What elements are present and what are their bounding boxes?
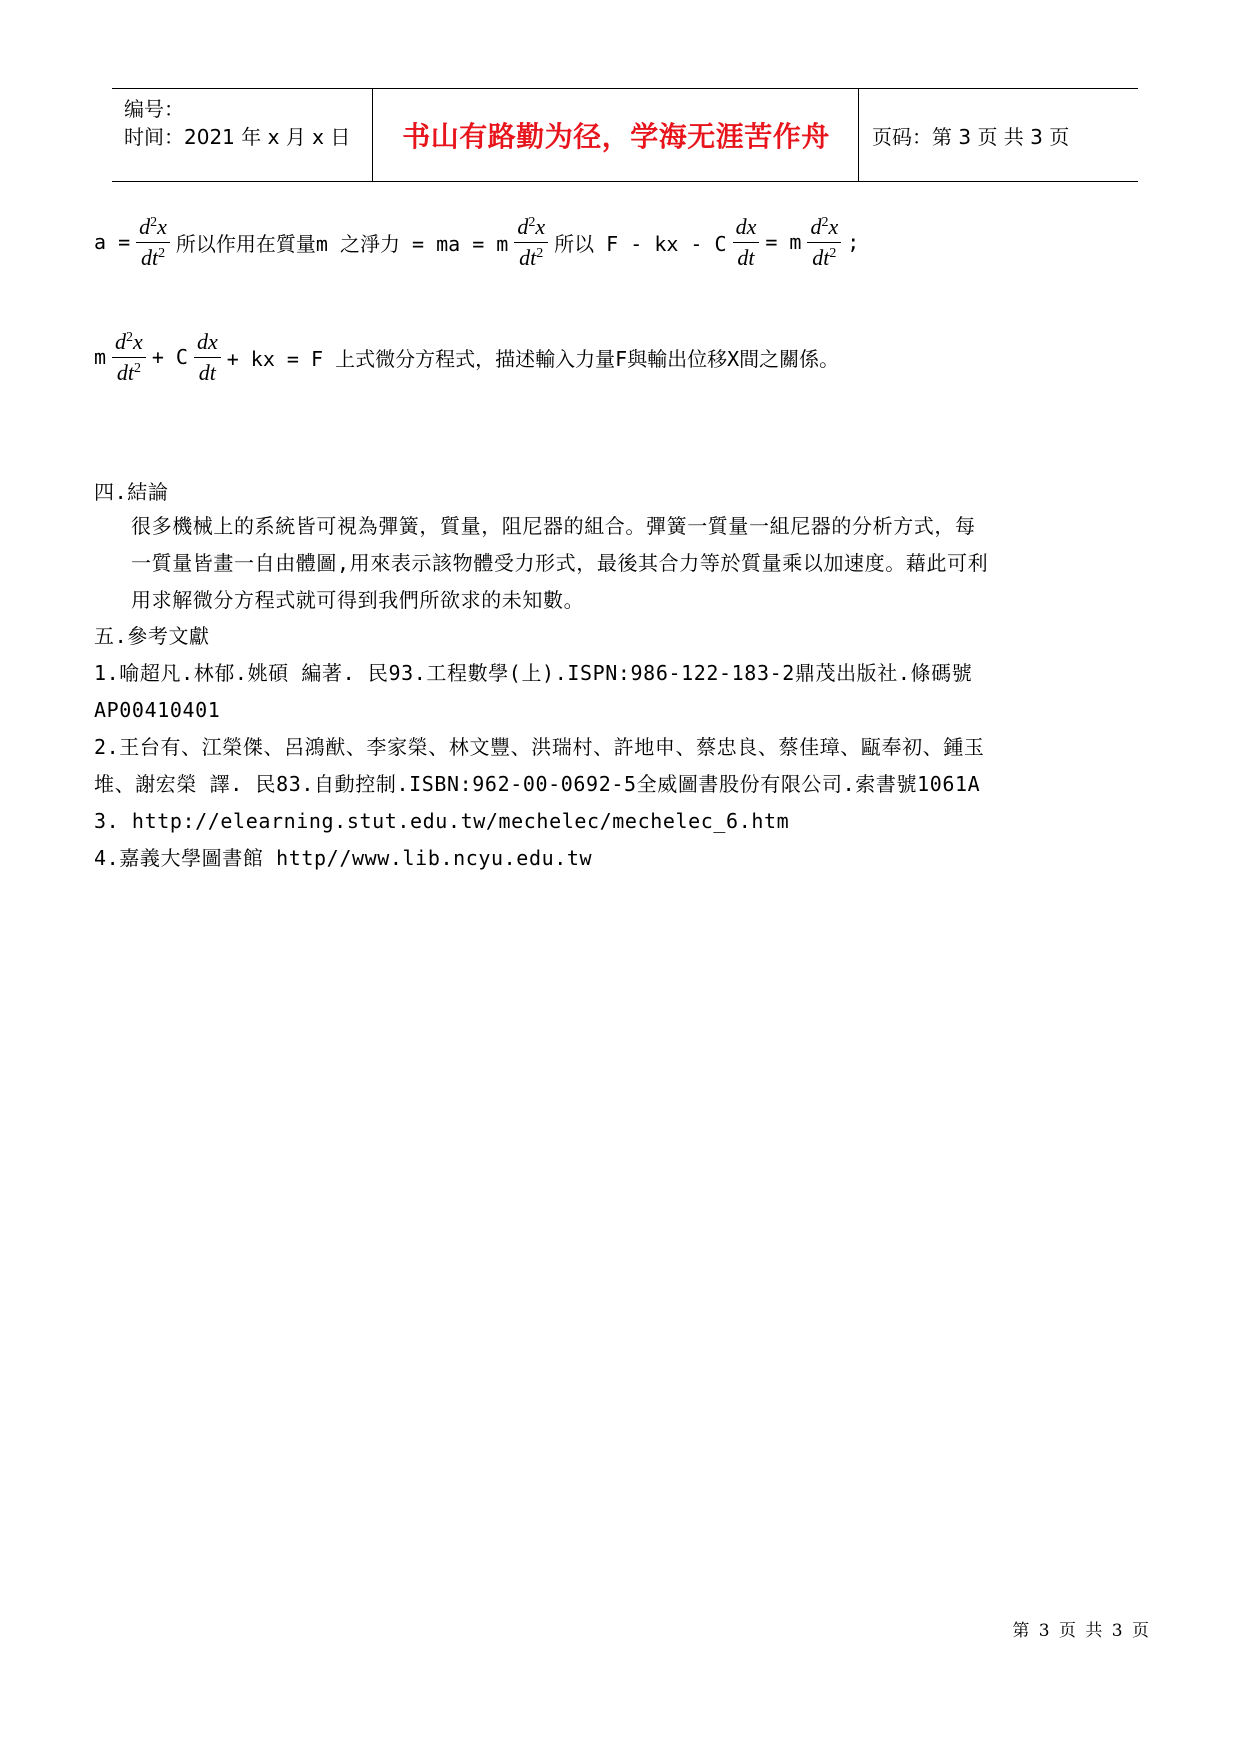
reference-item: 堆、謝宏榮 譯. 民83.自動控制.ISBN:962-00-0692-5全威圖書股份有限公司.索書號1061A (94, 772, 981, 796)
reference-link[interactable]: 3. http://elearning.stut.edu.tw/mechelec/mechelec_6.htm (94, 809, 790, 833)
equation-line-1 (94, 212, 859, 272)
reference-item: 2.王台有、江榮傑、呂鴻猷、李家榮、林文豐、洪瑞村、許地申、蔡忠良、蔡佳璋、甌奉初、鍾玉 (94, 735, 985, 759)
header-divider (372, 89, 373, 181)
conclusion-paragraph-line: 用求解微分方程式就可得到我們所欲求的未知數。 (131, 588, 585, 612)
document-number-label: 编号： (124, 97, 184, 121)
equation-line-2 (94, 327, 839, 387)
header-divider (858, 89, 859, 181)
document-time-label: 时间：2021 年 x 月 x 日 (124, 125, 351, 149)
equation-text: + C (151, 345, 188, 369)
equation-text: 所以作用在質量m 之淨力 = ma = m (175, 231, 509, 256)
equation-text: m (94, 345, 107, 369)
second-derivative-fraction: $\frac{d^2x}{dt^2}$ (514, 214, 548, 271)
equation-text: 所以 F - kx - C (554, 231, 727, 256)
second-derivative-fraction: $\frac{d^2x}{dt^2}$ (112, 329, 146, 386)
second-derivative-fraction: $\frac{d^2x}{dt^2}$ (136, 214, 170, 271)
conclusion-paragraph-line: 很多機械上的系統皆可視為彈簧，質量，阻尼器的組合。彈簧一質量一組尼器的分析方式，每 (131, 514, 976, 538)
section-heading-references: 五.參考文獻 (94, 624, 210, 648)
equation-text: + kx = F 上式微分方程式，描述輸入力量F與輸出位移X間之關係。 (226, 346, 840, 371)
second-derivative-fraction: $\frac{d^2x}{dt^2}$ (807, 214, 841, 271)
reference-link[interactable]: 4.嘉義大學圖書館 http//www.lib.ncyu.edu.tw (94, 846, 593, 870)
equation-text: = m (765, 230, 802, 254)
reference-item: AP00410401 (94, 698, 221, 722)
equation-text: ; (847, 230, 860, 254)
header-meta-cell (112, 89, 372, 181)
page-footer: 第 3 页 共 3 页 (1012, 1621, 1151, 1641)
equation-text: a = (94, 230, 131, 254)
header-motto-cell (374, 89, 858, 181)
section-heading-conclusion: 四.結論 (94, 480, 169, 504)
first-derivative-fraction: $\frac{dx}{dt}$ (194, 329, 221, 386)
header-page-cell (860, 89, 1138, 181)
first-derivative-fraction: $\frac{dx}{dt}$ (733, 214, 760, 271)
conclusion-paragraph-line: 一質量皆畫一自由體圖,用來表示該物體受力形式，最後其合力等於質量乘以加速度。藉此可利 (131, 551, 989, 575)
header-page-label: 页码：第 3 页 共 3 页 (872, 124, 1070, 149)
page-header-table (112, 88, 1138, 182)
header-motto: 书山有路勤为径，学海无涯苦作舟 (402, 120, 830, 153)
reference-item: 1.喻超凡.林郁.姚碩 編著. 民93.工程數學(上).ISPN:986-122-183-2鼎茂出版社.條碼號 (94, 661, 973, 685)
